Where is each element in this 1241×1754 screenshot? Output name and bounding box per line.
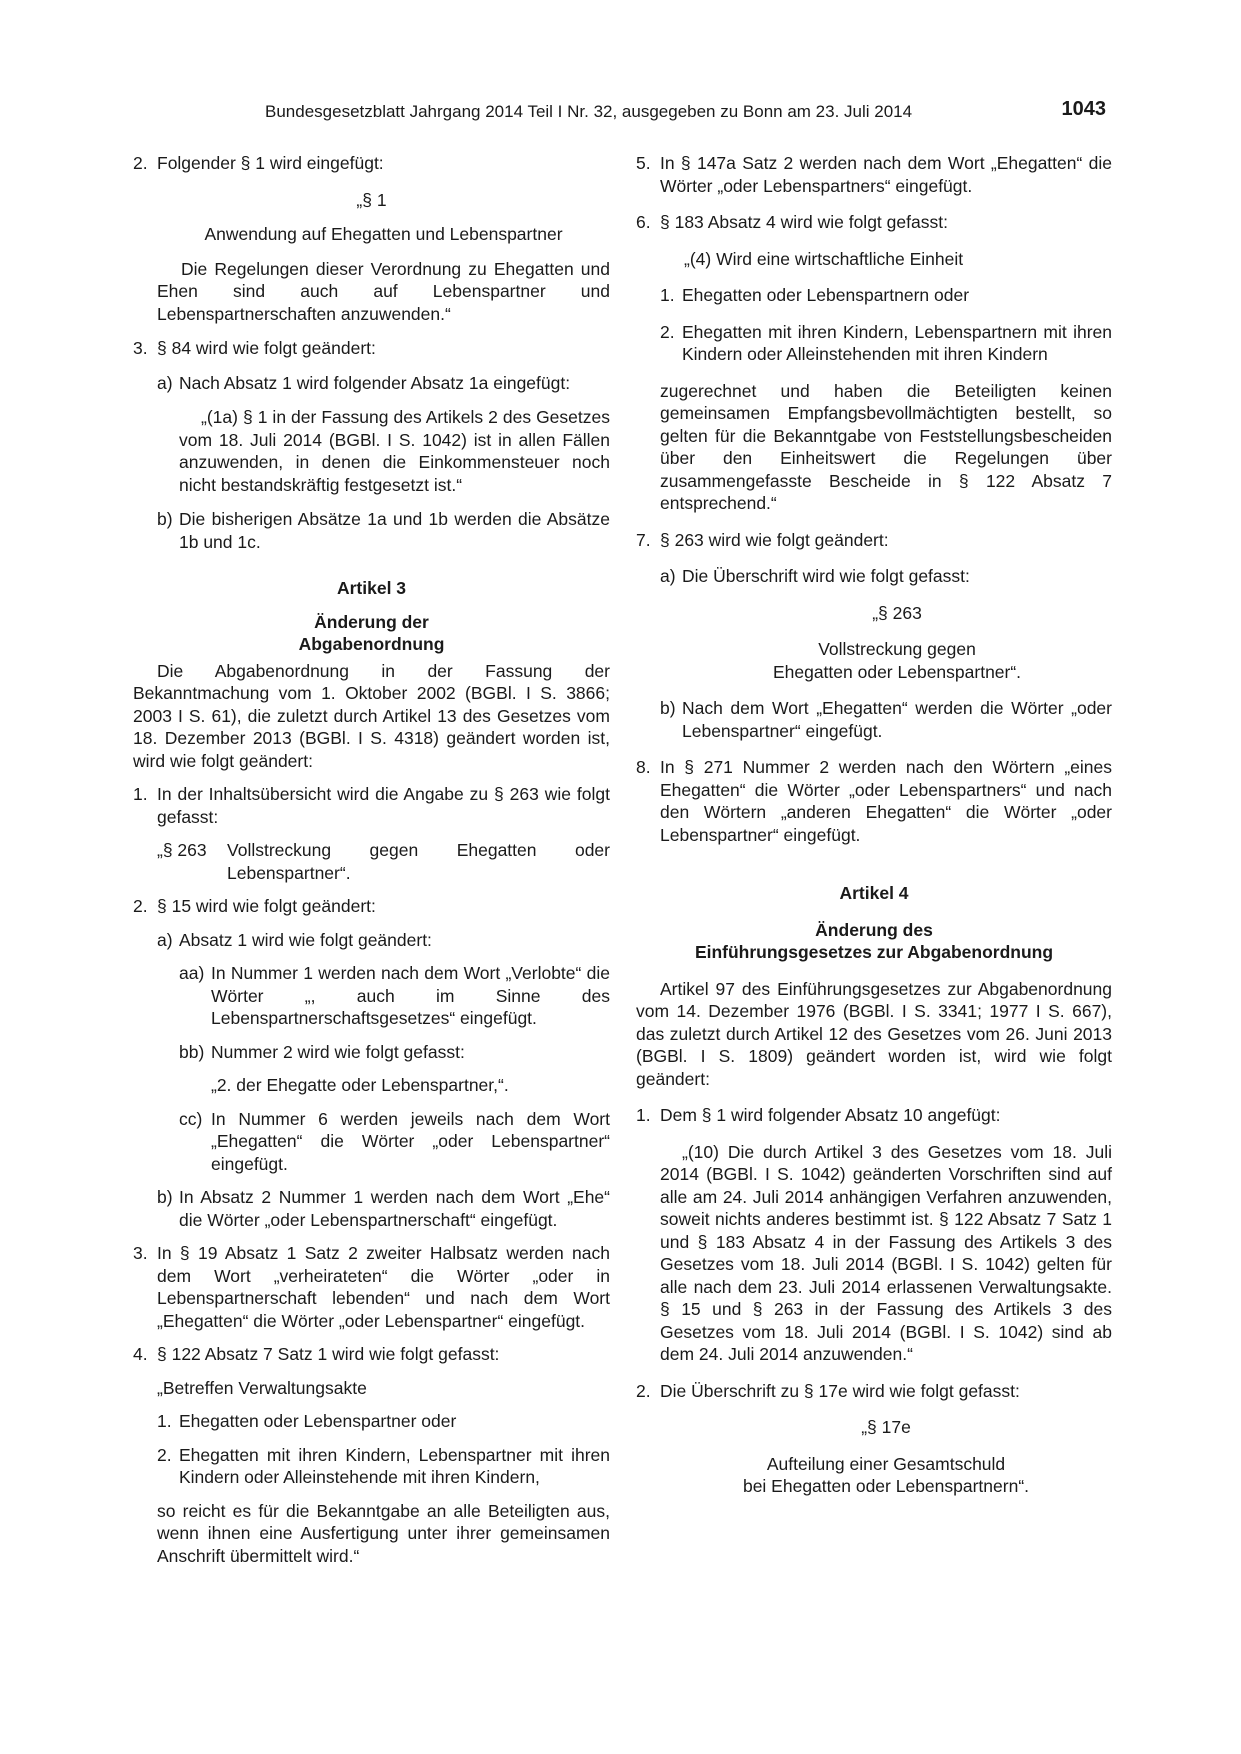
running-header bbox=[0, 98, 1241, 125]
art3-item-2a-aa bbox=[133, 962, 610, 1030]
item-3a bbox=[133, 372, 610, 395]
art3-item-4-n1 bbox=[133, 1410, 610, 1433]
item-label: b) bbox=[660, 698, 676, 718]
art3-item-3 bbox=[133, 1242, 610, 1332]
item-label: aa) bbox=[179, 963, 205, 983]
article-4-subtitle-line-2: Einführungsgesetzes zur Abgabenordnung bbox=[694, 942, 1054, 962]
item-text: Nach dem Wort „Ehegatten“ werden die Wörter „oder Lebenspartner“ eingefügt. bbox=[682, 698, 1112, 741]
item-label: b) bbox=[157, 509, 173, 529]
item-text: Nummer 2 wird wie folgt gefasst: bbox=[211, 1041, 465, 1062]
item-3b bbox=[133, 508, 610, 553]
body-text: Die Regelungen dieser Verordnung zu Ehegatten und Ehen sind auch auf Lebenspartner und Lebenspartnerschaften anzuwenden.“ bbox=[157, 258, 610, 324]
paragraph-heading: „§ 263 bbox=[872, 602, 922, 623]
item-label: 7. bbox=[636, 529, 651, 550]
item-text: Die Überschrift wird wie folgt gefasst: bbox=[682, 566, 970, 586]
item-text: § 183 Absatz 4 wird wie folgt gefasst: bbox=[660, 212, 948, 232]
item-text: Die bisherigen Absätze 1a und 1b werden die Absätze 1b und 1c. bbox=[179, 509, 610, 552]
quoted-text: „2. der Ehegatte oder Lebenspartner,“. bbox=[211, 1075, 509, 1095]
art4-item-2 bbox=[636, 1380, 1112, 1403]
item-text: Ehegatten oder Lebenspartnern oder bbox=[682, 285, 970, 305]
item-text: Ehegatten oder Lebenspartner oder bbox=[179, 1411, 457, 1431]
art3-item-2a bbox=[133, 929, 610, 952]
art3-item-2a-bb bbox=[133, 1041, 610, 1064]
item-text: Absatz 1 wird wie folgt geändert: bbox=[179, 929, 432, 950]
paragraph-heading: „§ 17e bbox=[861, 1417, 911, 1437]
item-label: a) bbox=[157, 929, 173, 950]
item-label: a) bbox=[157, 372, 173, 393]
item-text: Ehegatten mit ihren Kindern, Lebenspartner mit ihren Kindern oder Alleinstehende mit ihren Kindern, bbox=[179, 1444, 610, 1487]
quoted-text: „(4) Wird eine wirtschaftliche Einheit bbox=[684, 248, 964, 269]
article-4-intro: Artikel 97 des Einführungsgesetzes zur Abgabenordnung vom 14. Dezember 1976 (BGBl. I S. 3341; 1977 I S. 667), das zuletzt durch Artikel 12 des Gesetzes vom 26. Juni 2013 (BGBl. I S. 1809) geändert worden ist, wird wie folgt geändert: bbox=[636, 978, 1112, 1089]
quoted-text: zugerechnet und haben die Beteiligten keinen gemeinsamen Empfangsbevollmächtigten bestellt, so gelten für die Bekanntgabe von Feststellungsbescheiden über den Einheitswert die Regelungen über zusammengefasste Bescheide in § 122 Absatz 7 entsprechend.“ bbox=[660, 380, 1112, 513]
item-label: 2. bbox=[636, 1380, 651, 1401]
item-text: Die Überschrift zu § 17e wird wie folgt gefasst: bbox=[660, 1380, 1020, 1401]
article-3-title: Artikel 3 bbox=[336, 578, 407, 598]
item-label: 1. bbox=[133, 784, 148, 804]
item-label: bb) bbox=[179, 1041, 205, 1062]
quoted-text: so reicht es für die Bekanntgabe an alle Beteiligten aus, wenn ihnen eine Ausfertigung unter ihrer gemeinsamen Anschrift übermittelt wird.“ bbox=[157, 1500, 610, 1566]
paragraph-title-line-2: Ehegatten oder Lebenspartner“. bbox=[772, 661, 1022, 682]
item-label: 6. bbox=[636, 212, 651, 232]
left-column bbox=[133, 152, 610, 1567]
item-label: 3. bbox=[133, 1243, 148, 1263]
quoted-text: „Betreffen Verwaltungsakte bbox=[157, 1377, 367, 1398]
article-3-subtitle-line-1: Änderung der bbox=[314, 611, 429, 632]
art3-item-6-n2 bbox=[636, 321, 1112, 366]
item-text: Nach Absatz 1 wird folgender Absatz 1a eingefügt: bbox=[179, 372, 571, 393]
item-text: In Nummer 1 werden nach dem Wort „Verlobte“ die Wörter „, auch im Sinne des Lebenspartnerschaftsgesetzes“ eingefügt. bbox=[211, 963, 610, 1028]
item-text: § 84 wird wie folgt geändert: bbox=[157, 338, 376, 358]
art3-item-6-n1 bbox=[636, 284, 1112, 307]
art3-item-4 bbox=[133, 1343, 610, 1366]
item-label: 2. bbox=[660, 321, 675, 342]
paragraph-title-line-1: Vollstreckung gegen bbox=[818, 639, 976, 659]
item-text: In Nummer 6 werden jeweils nach dem Wort „Ehegatten“ die Wörter „oder Lebenspartner“ eingefügt. bbox=[211, 1108, 610, 1174]
item-label: b) bbox=[157, 1187, 173, 1207]
art3-item-7 bbox=[636, 529, 1112, 552]
item-text: In § 271 Nummer 2 werden nach den Wörtern „eines Ehegatten“ die Wörter „oder Lebenspartners“ und nach den Wörtern „anderen Ehegatten“ die Wörter „oder Lebenspartner“ eingefügt. bbox=[660, 757, 1112, 845]
item-label: 5. bbox=[636, 153, 651, 173]
art3-item-4-n2 bbox=[133, 1444, 610, 1489]
item-label: 1. bbox=[660, 285, 675, 305]
article-4-title: Artikel 4 bbox=[839, 883, 909, 903]
paragraph-heading: „§ 1 bbox=[356, 189, 387, 210]
art3-item-2 bbox=[133, 895, 610, 918]
paragraph-title: Anwendung auf Ehegatten und Lebenspartner bbox=[204, 224, 563, 244]
art3-item-2b bbox=[133, 1186, 610, 1231]
quoted-text: „(1a) § 1 in der Fassung des Artikels 2 des Gesetzes vom 18. Juli 2014 (BGBl. I S. 1042) ist in allen Fällen anzuwenden, in denen die Einkommensteuer noch nicht bestandskräftig festgesetzt ist.“ bbox=[179, 407, 610, 495]
running-title: Bundesgesetzblatt Jahrgang 2014 Teil I Nr. 32, ausgegeben zu Bonn am 23. Juli 2014 bbox=[265, 102, 913, 121]
item-label: a) bbox=[660, 566, 676, 586]
item-text: In § 19 Absatz 1 Satz 2 zweiter Halbsatz werden nach dem Wort „verheirateten“ die Wörter „oder in Lebenspartnerschaft lebenden“ und nach dem Wort „Ehegatten“ die Wörter „oder Lebenspartner“ eingefügt. bbox=[157, 1243, 610, 1331]
art3-item-8 bbox=[636, 756, 1112, 846]
item-label: 2. bbox=[157, 1444, 172, 1465]
quote-text: Vollstreckung gegen Ehegatten oder Lebenspartner“. bbox=[227, 840, 610, 883]
art3-item-1 bbox=[133, 783, 610, 828]
item-label: 8. bbox=[636, 757, 651, 777]
art4-item-1 bbox=[636, 1104, 1112, 1127]
item-label: 1. bbox=[157, 1411, 172, 1431]
item-label: 4. bbox=[133, 1344, 148, 1364]
paragraph-title-line-2: bei Ehegatten oder Lebenspartnern“. bbox=[742, 1476, 1030, 1496]
right-column bbox=[636, 152, 1112, 1498]
item-text: Folgender § 1 wird eingefügt: bbox=[157, 153, 384, 173]
quote-label: „§ 263 bbox=[157, 840, 207, 860]
item-label: 1. bbox=[636, 1105, 651, 1125]
item-text: In § 147a Satz 2 werden nach dem Wort „Ehegatten“ die Wörter „oder Lebenspartners“ eingefügt. bbox=[660, 153, 1112, 196]
item-text: § 15 wird wie folgt geändert: bbox=[157, 896, 376, 916]
art3-item-6 bbox=[636, 211, 1112, 234]
page-number: 1043 bbox=[1061, 98, 1106, 120]
art3-item-7a bbox=[636, 565, 1112, 588]
paragraph-title-line-1: Aufteilung einer Gesamtschuld bbox=[766, 1453, 1006, 1474]
article-3-subtitle-line-2: Abgabenordnung bbox=[298, 634, 445, 654]
item-text: Dem § 1 wird folgender Absatz 10 angefügt: bbox=[660, 1105, 1001, 1125]
article-4-subtitle-line-1: Änderung des bbox=[815, 919, 933, 940]
item-text: § 263 wird wie folgt geändert: bbox=[660, 529, 889, 550]
item-label: 3. bbox=[133, 338, 148, 358]
article-3-intro: Die Abgabenordnung in der Fassung der Bekanntmachung vom 1. Oktober 2002 (BGBl. I S. 3866; 2003 I S. 61), die zuletzt durch Artikel 13 des Gesetzes vom 18. Dezember 2013 (BGBl. I S. 4318) geändert worden ist, wird wie folgt geändert: bbox=[133, 660, 610, 771]
art3-item-2a-cc bbox=[133, 1108, 610, 1176]
art3-item-7b bbox=[636, 697, 1112, 742]
item-text: § 122 Absatz 7 Satz 1 wird wie folgt gefasst: bbox=[157, 1344, 500, 1364]
quoted-text: „(10) Die durch Artikel 3 des Gesetzes vom 18. Juli 2014 (BGBl. I S. 1042) geänderten Vorschriften sind auf alle am 24. Juli 2014 anhängigen Verfahren anzuwenden, soweit nichts anderes bestimmt ist. § 122 Absatz 7 Satz 1 und § 183 Absatz 4 in der Fassung des Artikels 3 des Gesetzes vom 18. Juli 2014 (BGBl. I S. 1042) gelten für alle nach dem 23. Juli 2014 erlassenen Verwaltungsakte. § 15 und § 263 in der Fassung des Artikels 3 des Gesetzes vom 18. Juli 2014 (BGBl. I S. 1042) sind ab dem 24. Juli 2014 anzuwenden.“ bbox=[660, 1141, 1112, 1364]
art3-item-5 bbox=[636, 152, 1112, 197]
item-text: In der Inhaltsübersicht wird die Angabe zu § 263 wie folgt gefasst: bbox=[157, 784, 610, 827]
item-label: 2. bbox=[133, 153, 148, 173]
item-2 bbox=[133, 152, 610, 175]
item-3 bbox=[133, 337, 610, 360]
item-label: 2. bbox=[133, 896, 148, 916]
item-text: Ehegatten mit ihren Kindern, Lebenspartnern mit ihren Kindern oder Alleinstehenden mit ihren Kindern bbox=[682, 321, 1112, 364]
item-text: In Absatz 2 Nummer 1 werden nach dem Wort „Ehe“ die Wörter „oder Lebenspartnerschaft“ eingefügt. bbox=[179, 1187, 610, 1230]
art3-item-1-quote bbox=[133, 839, 610, 884]
item-label: cc) bbox=[179, 1108, 203, 1129]
